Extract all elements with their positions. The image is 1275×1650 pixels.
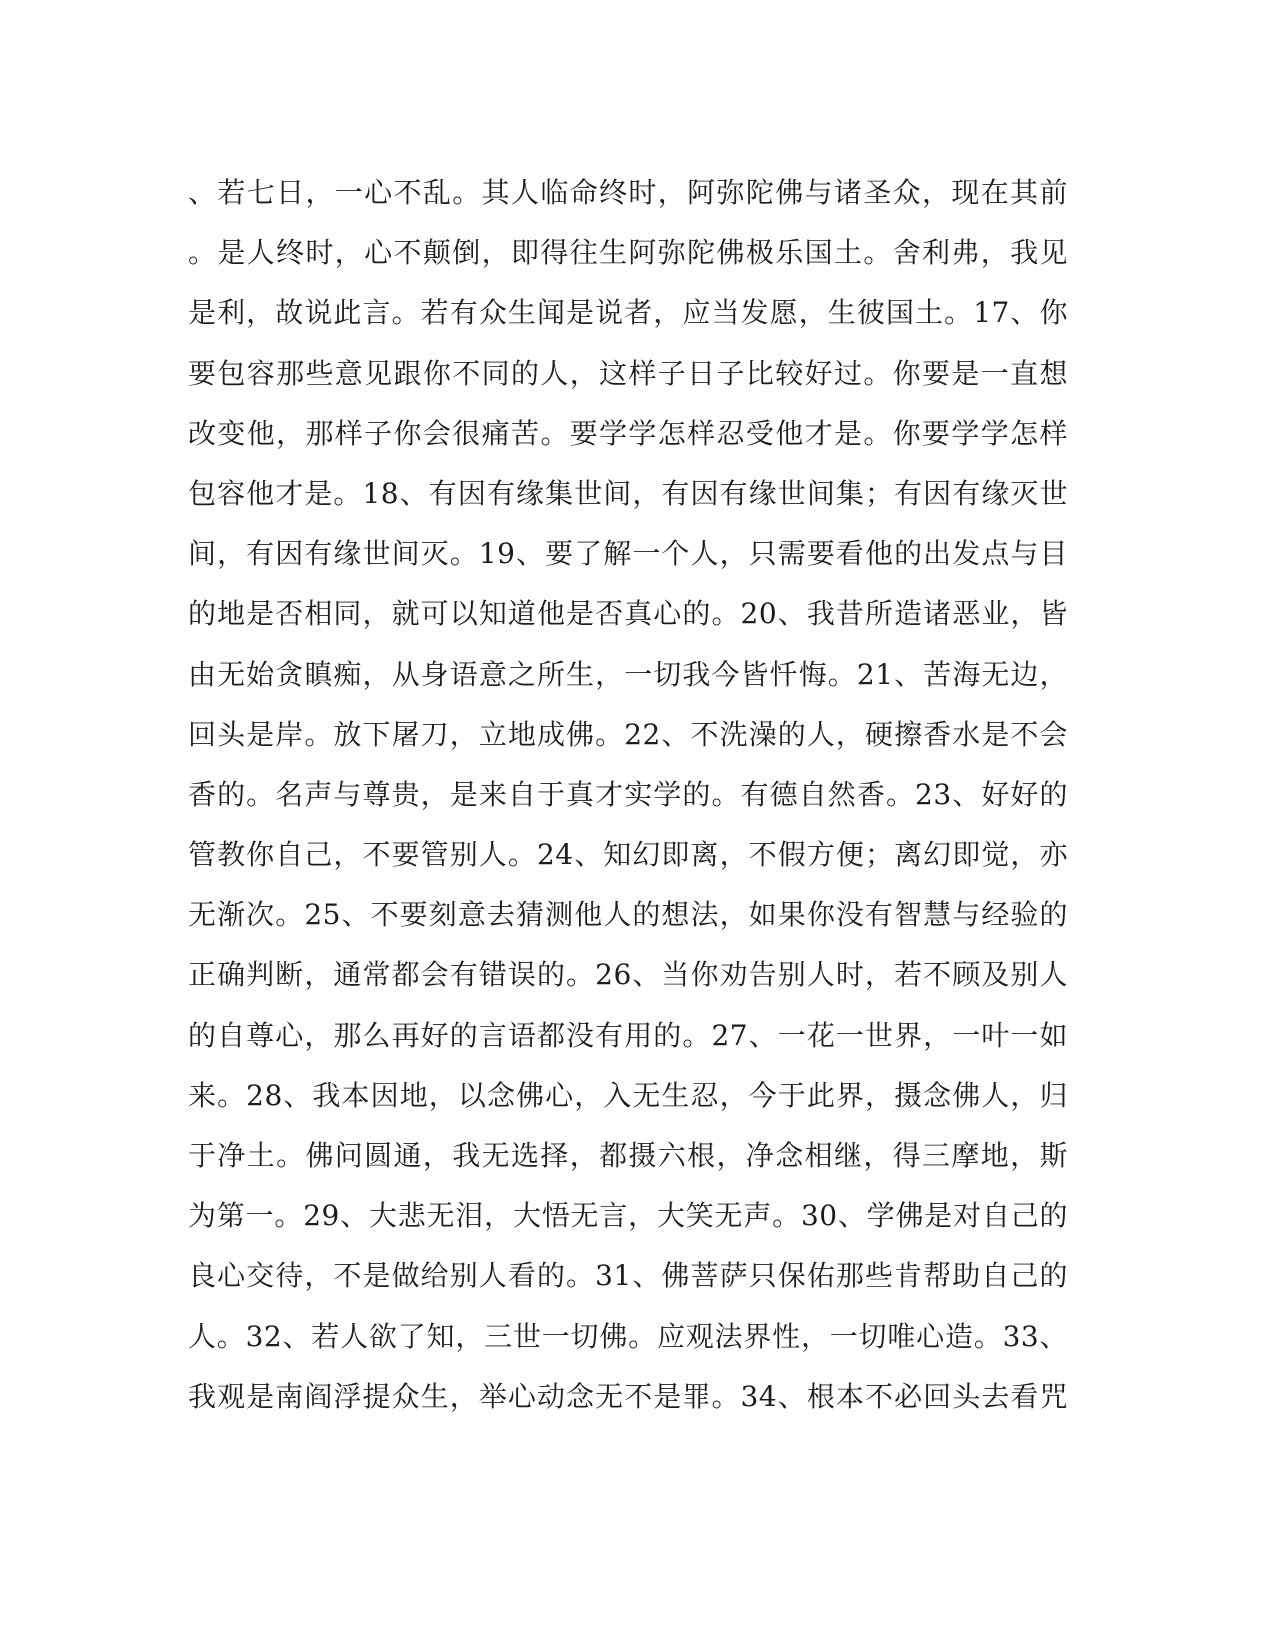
text-line: 我观是南阎浮提众生，举心动念无不是罪。34、根本不必回头去看咒: [188, 1379, 1068, 1413]
text-line: 为第一。29、大悲无泪，大悟无言，大笑无声。30、学佛是对自己的: [188, 1199, 1068, 1233]
body-text: [188, 163, 1068, 1427]
text-line: 来。28、我本因地，以念佛心，入无生忍，今于此界，摄念佛人，归: [188, 1078, 1068, 1112]
text-line: 由无始贪瞋痴，从身语意之所生，一切我今皆忏悔。21、苦海无边，: [188, 657, 1068, 691]
text-line: 要包容那些意见跟你不同的人，这样子日子比较好过。你要是一直想: [188, 356, 1068, 390]
text-line: 于净土。佛问圆通，我无选择，都摄六根，净念相继，得三摩地，斯: [188, 1139, 1068, 1172]
text-line: 的地是否相同，就可以知道他是否真心的。20、我昔所造诸恶业，皆: [188, 597, 1068, 631]
text-line: 香的。名声与尊贵，是来自于真才实学的。有德自然香。23、好好的: [188, 777, 1068, 811]
text-line: 。是人终时，心不颠倒，即得往生阿弥陀佛极乐国土。舍利弗，我见: [188, 236, 1068, 270]
text-line: 回头是岸。放下屠刀，立地成佛。22、不洗澡的人，硬擦香水是不会: [188, 717, 1068, 751]
text-line: 管教你自己，不要管别人。24、知幻即离，不假方便；离幻即觉，亦: [188, 838, 1068, 872]
text-line: 、若七日，一心不乱。其人临命终时，阿弥陀佛与诸圣众，现在其前: [188, 176, 1068, 209]
text-line: 改变他，那样子你会很痛苦。要学学怎样忍受他才是。你要学学怎样: [188, 416, 1068, 450]
text-line: 良心交待，不是做给别人看的。31、佛菩萨只保佑那些肯帮助自己的: [188, 1259, 1068, 1293]
text-line: 包容他才是。18、有因有缘集世间，有因有缘世间集；有因有缘灭世: [188, 476, 1068, 510]
text-line: 人。32、若人欲了知，三世一切佛。应观法界性，一切唯心造。33、: [188, 1319, 1068, 1353]
text-line: 是利，故说此言。若有众生闻是说者，应当发愿，生彼国土。17、你: [188, 296, 1068, 330]
text-line: 无渐次。25、不要刻意去猜测他人的想法，如果你没有智慧与经验的: [188, 898, 1068, 932]
text-line: 间，有因有缘世间灭。19、要了解一个人，只需要看他的出发点与目: [188, 537, 1068, 571]
text-line: 正确判断，通常都会有错误的。26、当你劝告别人时，若不顾及别人: [188, 958, 1068, 992]
text-line: 的自尊心，那么再好的言语都没有用的。27、一花一世界，一叶一如: [188, 1018, 1068, 1052]
